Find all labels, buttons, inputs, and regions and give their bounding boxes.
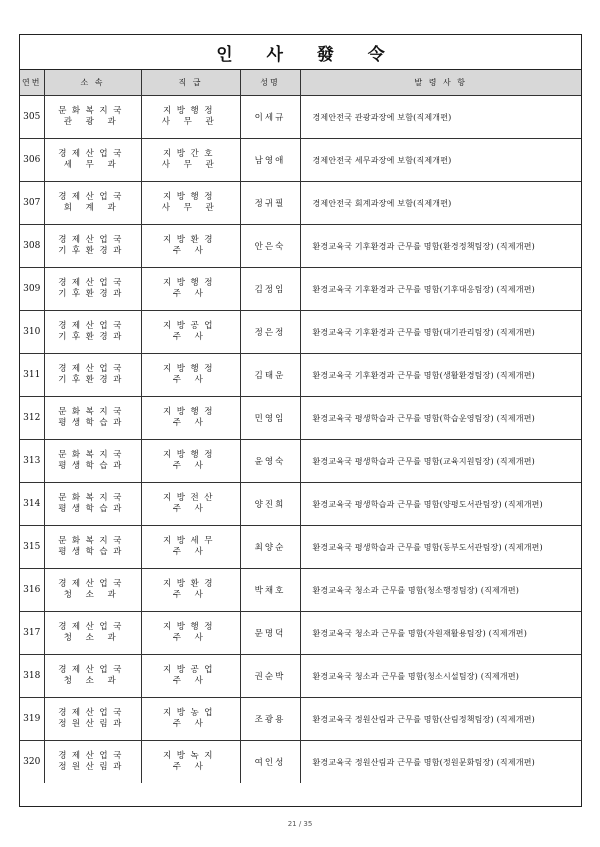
row-name: 윤영숙 [240,440,300,483]
grade-rank: 주 사 [172,418,209,428]
row-name: 남영애 [240,139,300,182]
grade-rank: 주 사 [172,547,209,557]
personnel-table [20,70,581,783]
department-bureau: 경제산업국 [58,622,127,632]
grade-rank: 주 사 [172,289,209,299]
row-name: 조광용 [240,698,300,741]
row-number: 305 [20,96,44,139]
grade-rank: 사 무 관 [161,117,220,127]
row-number: 309 [20,268,44,311]
row-number: 311 [20,354,44,397]
grade-series: 지방행정 [163,106,218,116]
row-number: 308 [20,225,44,268]
row-order: 경제안전국 관광과장에 보함(직제개편) [300,96,581,139]
department-division: 평생학습과 [58,461,127,471]
department-division: 관 광 과 [63,117,122,127]
row-grade [141,741,240,784]
row-number: 316 [20,569,44,612]
row-order: 환경교육국 청소과 근무를 명함(청소행정팀장) (직제개편) [300,569,581,612]
row-grade [141,311,240,354]
row-grade [141,440,240,483]
row-grade [141,354,240,397]
department-bureau: 경제산업국 [58,708,127,718]
row-department [44,354,141,397]
row-grade [141,268,240,311]
row-department [44,698,141,741]
grade-series: 지방행정 [163,278,218,288]
department-bureau: 문화복지국 [58,407,127,417]
row-grade [141,139,240,182]
department-division: 세 무 과 [63,160,122,170]
row-order: 환경교육국 평생학습과 근무를 명함(교육지원팀장) (직제개편) [300,440,581,483]
row-department [44,225,141,268]
grade-rank: 주 사 [172,676,209,686]
table-row [20,397,581,440]
row-grade [141,397,240,440]
table-row [20,698,581,741]
table-row [20,96,581,139]
row-department [44,96,141,139]
header-order: 발 령 사 항 [300,70,581,96]
row-grade [141,698,240,741]
page-number: 21 / 35 [287,820,313,828]
grade-rank: 주 사 [172,375,209,385]
row-department [44,139,141,182]
table-row [20,311,581,354]
row-order: 환경교육국 기후환경과 근무를 명함(환경정책팀장) (직제개편) [300,225,581,268]
row-grade [141,225,240,268]
row-order: 환경교육국 평생학습과 근무를 명함(동부도서관팀장) (직제개편) [300,526,581,569]
row-name: 정은정 [240,311,300,354]
department-division: 평생학습과 [58,418,127,428]
row-order: 환경교육국 청소과 근무를 명함(청소시설팀장) (직제개편) [300,655,581,698]
grade-series: 지방행정 [163,364,218,374]
department-division: 정원산림과 [58,719,127,729]
department-division: 평생학습과 [58,504,127,514]
row-department [44,397,141,440]
department-bureau: 문화복지국 [58,450,127,460]
header-name: 성명 [240,70,300,96]
department-bureau: 문화복지국 [58,106,127,116]
row-number: 306 [20,139,44,182]
row-grade [141,182,240,225]
table-row [20,741,581,784]
grade-rank: 주 사 [172,633,209,643]
header-dept: 소 속 [44,70,141,96]
table-row [20,225,581,268]
grade-series: 지방환경 [163,235,218,245]
department-division: 기후환경과 [58,375,127,385]
row-order: 환경교육국 평생학습과 근무를 명함(학습운영팀장) (직제개편) [300,397,581,440]
grade-series: 지방공업 [163,665,218,675]
department-division: 기후환경과 [58,246,127,256]
grade-series: 지방공업 [163,321,218,331]
row-department [44,440,141,483]
table-row [20,612,581,655]
grade-series: 지방간호 [163,149,218,159]
department-bureau: 문화복지국 [58,536,127,546]
document-frame [19,34,582,807]
row-name: 이세규 [240,96,300,139]
row-number: 310 [20,311,44,354]
row-name: 여인성 [240,741,300,784]
department-division: 회 계 과 [63,203,122,213]
grade-rank: 사 무 관 [161,160,220,170]
grade-rank: 주 사 [172,719,209,729]
row-name: 최양순 [240,526,300,569]
department-bureau: 경제산업국 [58,278,127,288]
row-grade [141,612,240,655]
row-order: 환경교육국 기후환경과 근무를 명함(생활환경팀장) (직제개편) [300,354,581,397]
grade-rank: 주 사 [172,590,209,600]
grade-series: 지방행정 [163,622,218,632]
table-row [20,483,581,526]
row-grade [141,655,240,698]
grade-rank: 사 무 관 [161,203,220,213]
department-bureau: 문화복지국 [58,493,127,503]
row-name: 문명덕 [240,612,300,655]
table-row [20,139,581,182]
row-order: 환경교육국 정원산림과 근무를 명함(정원문화팀장) (직제개편) [300,741,581,784]
row-department [44,655,141,698]
row-number: 314 [20,483,44,526]
row-department [44,311,141,354]
header-no: 연번 [20,70,44,96]
grade-series: 지방세무 [163,536,218,546]
grade-series: 지방행정 [163,407,218,417]
department-bureau: 경제산업국 [58,235,127,245]
row-order: 환경교육국 평생학습과 근무를 명함(양평도서관팀장) (직제개편) [300,483,581,526]
document-title: 인 사 發 令 [20,35,581,70]
department-division: 청 소 과 [63,633,122,643]
department-bureau: 경제산업국 [58,149,127,159]
row-number: 307 [20,182,44,225]
row-name: 김태운 [240,354,300,397]
row-grade [141,96,240,139]
row-number: 312 [20,397,44,440]
row-number: 320 [20,741,44,784]
department-division: 청 소 과 [63,676,122,686]
grade-rank: 주 사 [172,246,209,256]
row-name: 안은숙 [240,225,300,268]
department-bureau: 경제산업국 [58,321,127,331]
department-bureau: 경제산업국 [58,364,127,374]
row-department [44,182,141,225]
row-number: 318 [20,655,44,698]
row-order: 환경교육국 기후환경과 근무를 명함(대기관리팀장) (직제개편) [300,311,581,354]
table-row [20,655,581,698]
grade-series: 지방전산 [163,493,218,503]
grade-rank: 주 사 [172,461,209,471]
department-division: 기후환경과 [58,332,127,342]
row-order: 환경교육국 청소과 근무를 명함(자원재활용팀장) (직제개편) [300,612,581,655]
grade-rank: 주 사 [172,762,209,772]
department-bureau: 경제산업국 [58,192,127,202]
table-row [20,440,581,483]
table-row [20,354,581,397]
grade-series: 지방농업 [163,708,218,718]
row-name: 정귀필 [240,182,300,225]
row-department [44,526,141,569]
department-division: 청 소 과 [63,590,122,600]
row-number: 315 [20,526,44,569]
row-order: 환경교육국 정원산림과 근무를 명함(산림정책팀장) (직제개편) [300,698,581,741]
department-bureau: 경제산업국 [58,665,127,675]
row-department [44,483,141,526]
department-bureau: 경제산업국 [58,751,127,761]
table-row [20,182,581,225]
department-division: 평생학습과 [58,547,127,557]
table-header-row [20,70,581,96]
table-body [20,96,581,784]
header-grade: 직 급 [141,70,240,96]
row-department [44,569,141,612]
row-department [44,612,141,655]
row-name: 김정임 [240,268,300,311]
table-row [20,526,581,569]
row-name: 박채호 [240,569,300,612]
grade-series: 지방행정 [163,192,218,202]
grade-series: 지방녹지 [163,751,218,761]
row-name: 민영임 [240,397,300,440]
row-grade [141,526,240,569]
row-order: 경제안전국 회계과장에 보함(직제개편) [300,182,581,225]
grade-rank: 주 사 [172,504,209,514]
row-number: 313 [20,440,44,483]
department-division: 기후환경과 [58,289,127,299]
row-grade [141,569,240,612]
row-number: 319 [20,698,44,741]
table-row [20,268,581,311]
department-bureau: 경제산업국 [58,579,127,589]
grade-series: 지방행정 [163,450,218,460]
row-name: 양진희 [240,483,300,526]
row-department [44,268,141,311]
row-department [44,741,141,784]
table-row [20,569,581,612]
row-name: 권순박 [240,655,300,698]
grade-rank: 주 사 [172,332,209,342]
department-division: 정원산림과 [58,762,127,772]
row-number: 317 [20,612,44,655]
grade-series: 지방환경 [163,579,218,589]
row-order: 경제안전국 세무과장에 보함(직제개편) [300,139,581,182]
row-grade [141,483,240,526]
row-order: 환경교육국 기후환경과 근무를 명함(기후대응팀장) (직제개편) [300,268,581,311]
